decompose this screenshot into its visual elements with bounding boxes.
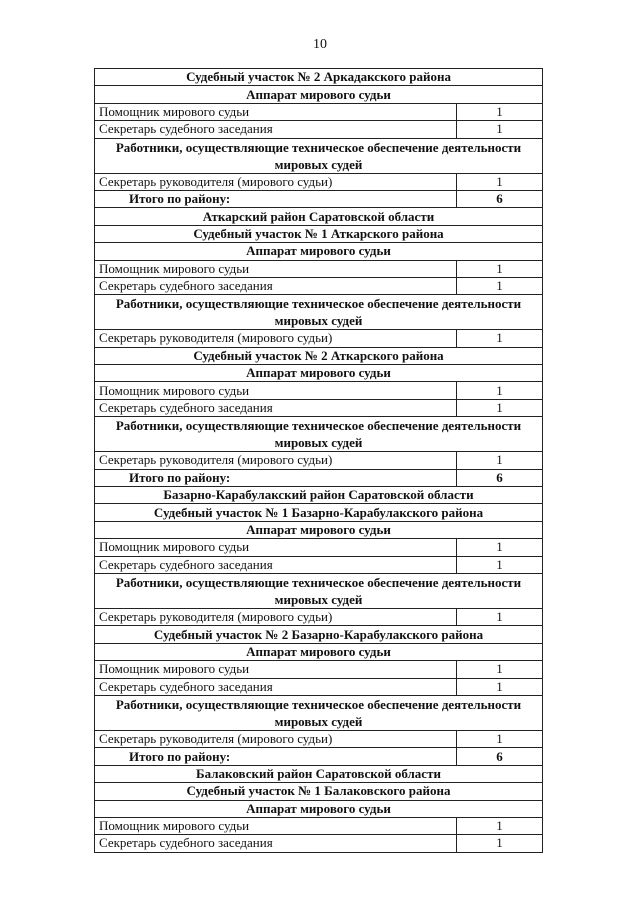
section-header-row bbox=[95, 243, 543, 260]
section-header-row bbox=[95, 521, 543, 538]
section-header: Судебный участок № 2 Аркадакского района bbox=[95, 69, 543, 86]
table-row bbox=[95, 173, 543, 190]
section-header: Аппарат мирового судьи bbox=[95, 643, 543, 660]
total-label: Итого по району: bbox=[95, 469, 457, 486]
position-count: 1 bbox=[457, 277, 543, 294]
total-row bbox=[95, 190, 543, 207]
position-name: Секретарь судебного заседания bbox=[95, 277, 457, 294]
position-count: 1 bbox=[457, 173, 543, 190]
position-name: Секретарь судебного заседания bbox=[95, 835, 457, 852]
section-header-row bbox=[95, 783, 543, 800]
table-row bbox=[95, 608, 543, 625]
position-count: 1 bbox=[457, 260, 543, 277]
position-name: Секретарь руководителя (мирового судьи) bbox=[95, 608, 457, 625]
position-count: 1 bbox=[457, 382, 543, 399]
position-name: Помощник мирового судьи bbox=[95, 539, 457, 556]
section-header-row bbox=[95, 643, 543, 660]
table-row bbox=[95, 556, 543, 573]
position-count: 1 bbox=[457, 399, 543, 416]
page-number: 10 bbox=[313, 37, 327, 52]
position-count: 1 bbox=[457, 661, 543, 678]
table-row bbox=[95, 678, 543, 695]
section-header-row bbox=[95, 208, 543, 225]
total-count: 6 bbox=[457, 469, 543, 486]
section-header: Судебный участок № 1 Базарно-Карабулакского района bbox=[95, 504, 543, 521]
total-label: Итого по району: bbox=[95, 748, 457, 765]
total-count: 6 bbox=[457, 190, 543, 207]
staffing-table-body bbox=[95, 69, 543, 853]
position-name: Секретарь судебного заседания bbox=[95, 121, 457, 138]
table-row bbox=[95, 730, 543, 747]
table-row bbox=[95, 817, 543, 834]
position-count: 1 bbox=[457, 121, 543, 138]
section-header-row bbox=[95, 69, 543, 86]
section-header: Аппарат мирового судьи bbox=[95, 365, 543, 382]
section-header: Аткарский район Саратовской области bbox=[95, 208, 543, 225]
section-header: Судебный участок № 1 Аткарского района bbox=[95, 225, 543, 242]
position-count: 1 bbox=[457, 539, 543, 556]
table-row bbox=[95, 121, 543, 138]
position-name: Секретарь судебного заседания bbox=[95, 678, 457, 695]
position-count: 1 bbox=[457, 835, 543, 852]
staffing-table bbox=[94, 68, 543, 853]
position-count: 1 bbox=[457, 817, 543, 834]
section-header-row bbox=[95, 295, 543, 330]
section-header-row bbox=[95, 695, 543, 730]
position-name: Секретарь руководителя (мирового судьи) bbox=[95, 330, 457, 347]
section-header-row bbox=[95, 504, 543, 521]
section-header-row bbox=[95, 365, 543, 382]
position-name: Помощник мирового судьи bbox=[95, 260, 457, 277]
section-header-row bbox=[95, 86, 543, 103]
position-name: Секретарь судебного заседания bbox=[95, 399, 457, 416]
section-header-row bbox=[95, 626, 543, 643]
position-name: Помощник мирового судьи bbox=[95, 817, 457, 834]
table-row bbox=[95, 382, 543, 399]
table-row bbox=[95, 835, 543, 852]
position-count: 1 bbox=[457, 556, 543, 573]
section-header: Судебный участок № 2 Аткарского района bbox=[95, 347, 543, 364]
table-row bbox=[95, 539, 543, 556]
total-label: Итого по району: bbox=[95, 190, 457, 207]
section-header-row bbox=[95, 417, 543, 452]
position-name: Секретарь руководителя (мирового судьи) bbox=[95, 173, 457, 190]
position-count: 1 bbox=[457, 103, 543, 120]
section-header: Базарно-Карабулакский район Саратовской области bbox=[95, 487, 543, 504]
table-row bbox=[95, 399, 543, 416]
total-row bbox=[95, 748, 543, 765]
section-header-row bbox=[95, 487, 543, 504]
table-row bbox=[95, 452, 543, 469]
position-name: Помощник мирового судьи bbox=[95, 103, 457, 120]
position-name: Секретарь руководителя (мирового судьи) bbox=[95, 452, 457, 469]
section-header-row bbox=[95, 225, 543, 242]
position-name: Секретарь руководителя (мирового судьи) bbox=[95, 730, 457, 747]
section-header: Работники, осуществляющие техническое обеспечение деятельности мировых судей bbox=[95, 417, 543, 452]
section-header-row bbox=[95, 765, 543, 782]
table-row bbox=[95, 661, 543, 678]
total-row bbox=[95, 469, 543, 486]
section-header: Аппарат мирового судьи bbox=[95, 521, 543, 538]
position-count: 1 bbox=[457, 678, 543, 695]
table-row bbox=[95, 103, 543, 120]
total-count: 6 bbox=[457, 748, 543, 765]
section-header-row bbox=[95, 800, 543, 817]
position-count: 1 bbox=[457, 730, 543, 747]
section-header: Судебный участок № 1 Балаковского района bbox=[95, 783, 543, 800]
table-row bbox=[95, 277, 543, 294]
section-header: Аппарат мирового судьи bbox=[95, 86, 543, 103]
section-header-row bbox=[95, 347, 543, 364]
position-count: 1 bbox=[457, 330, 543, 347]
position-name: Помощник мирового судьи bbox=[95, 382, 457, 399]
section-header-row bbox=[95, 573, 543, 608]
table-row bbox=[95, 330, 543, 347]
table-row bbox=[95, 260, 543, 277]
section-header: Аппарат мирового судьи bbox=[95, 243, 543, 260]
section-header-row bbox=[95, 138, 543, 173]
section-header: Балаковский район Саратовской области bbox=[95, 765, 543, 782]
section-header: Работники, осуществляющие техническое обеспечение деятельности мировых судей bbox=[95, 695, 543, 730]
position-name: Секретарь судебного заседания bbox=[95, 556, 457, 573]
position-name: Помощник мирового судьи bbox=[95, 661, 457, 678]
section-header: Работники, осуществляющие техническое обеспечение деятельности мировых судей bbox=[95, 295, 543, 330]
section-header: Работники, осуществляющие техническое обеспечение деятельности мировых судей bbox=[95, 573, 543, 608]
position-count: 1 bbox=[457, 452, 543, 469]
section-header: Аппарат мирового судьи bbox=[95, 800, 543, 817]
position-count: 1 bbox=[457, 608, 543, 625]
section-header: Работники, осуществляющие техническое обеспечение деятельности мировых судей bbox=[95, 138, 543, 173]
section-header: Судебный участок № 2 Базарно-Карабулакского района bbox=[95, 626, 543, 643]
